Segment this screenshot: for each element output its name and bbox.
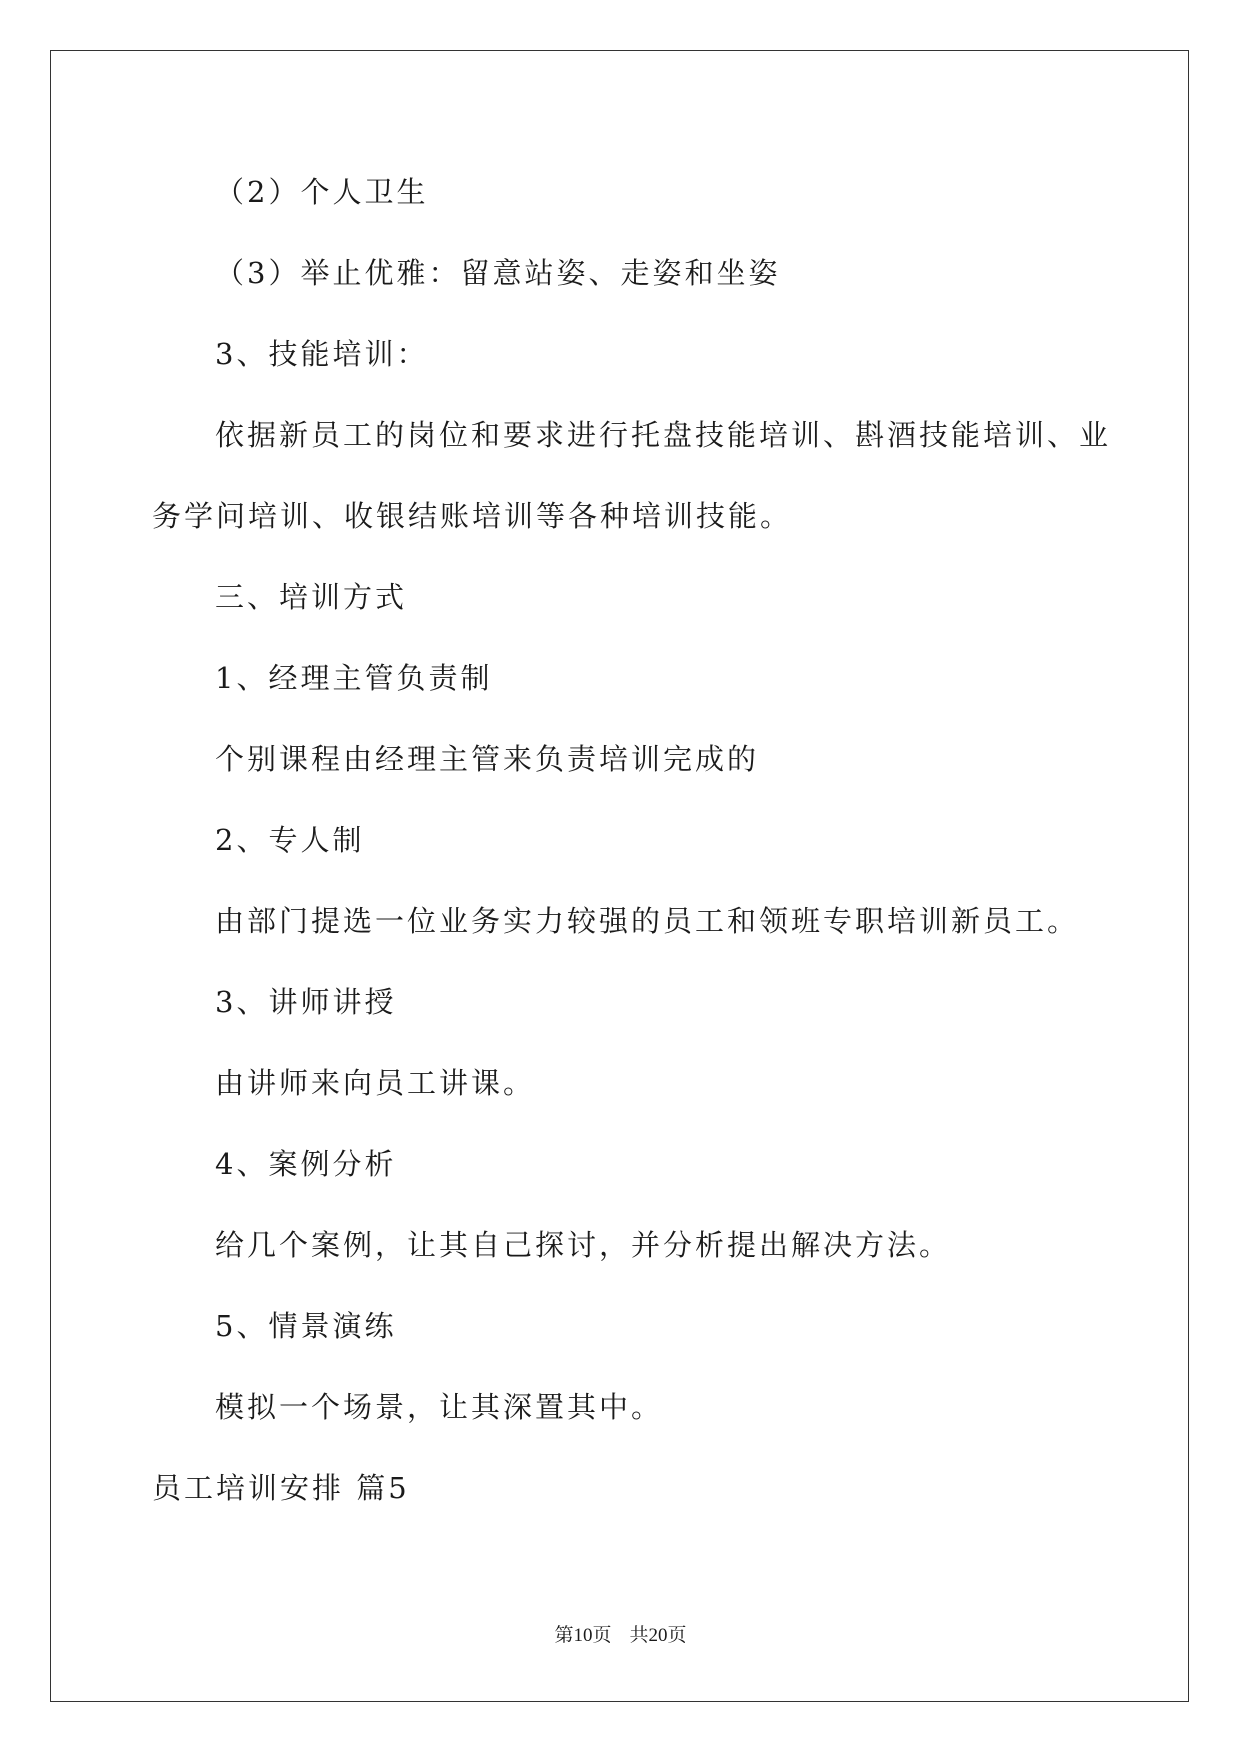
paragraph-line: 4、案例分析: [215, 1147, 397, 1181]
paragraph-line: （2）个人卫生: [215, 175, 429, 209]
paragraph-line: （3）举止优雅：留意站姿、走姿和坐姿: [215, 256, 781, 290]
paragraph-line: 3、技能培训：: [215, 337, 429, 371]
paragraph-line: 个别课程由经理主管来负责培训完成的: [215, 742, 760, 776]
paragraph-line: 务学问培训、收银结账培训等各种培训技能。: [152, 499, 793, 533]
paragraph-line: 2、专人制: [215, 823, 365, 857]
section-heading: 三、培训方式: [215, 580, 408, 614]
page-total: 共20页: [629, 1625, 687, 1646]
paragraph-line: 给几个案例，让其自己探讨，并分析提出解决方法。: [215, 1228, 952, 1262]
paragraph-line: 模拟一个场景，让其深置其中。: [215, 1390, 664, 1424]
paragraph-line: 3、讲师讲授: [215, 985, 397, 1019]
paragraph-line: 依据新员工的岗位和要求进行托盘技能培训、斟酒技能培训、业: [215, 418, 1112, 452]
paragraph-line: 1、经理主管负责制: [215, 661, 493, 695]
paragraph-line: 5、情景演练: [215, 1309, 397, 1343]
page-footer: [0, 1620, 1241, 1647]
paragraph-line: 由讲师来向员工讲课。: [215, 1066, 536, 1100]
paragraph-line: 由部门提选一位业务实力较强的员工和领班专职培训新员工。: [215, 904, 1080, 938]
article-title: 员工培训安排 篇5: [152, 1471, 410, 1505]
page-number: 第10页: [554, 1625, 612, 1646]
page-border: [50, 50, 1189, 1702]
